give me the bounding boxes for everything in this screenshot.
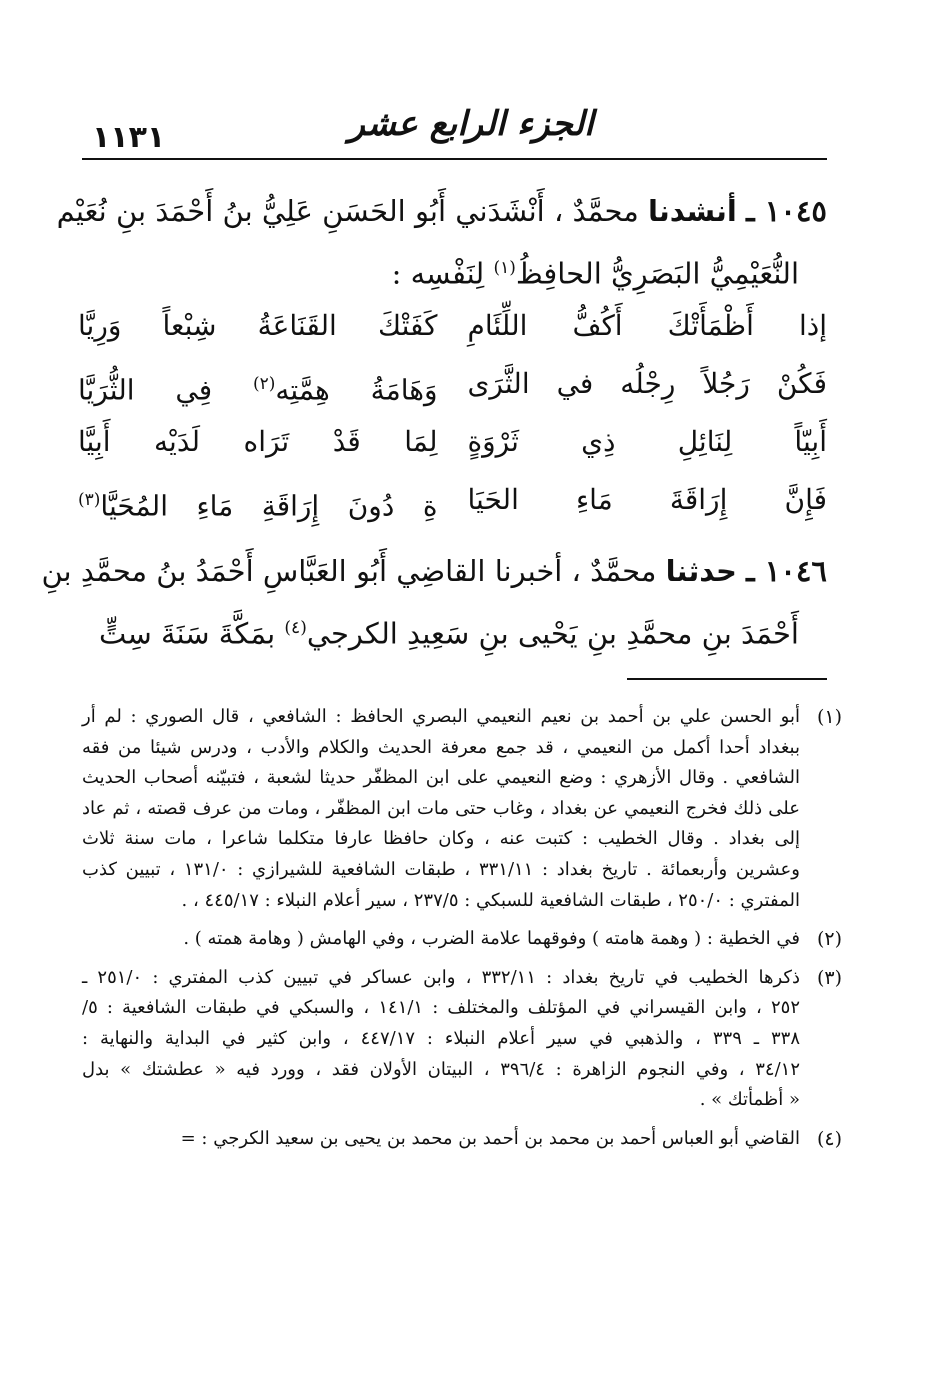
footnote-line: على ذلك فخرج النعيمي عن بغداد ، وغاب حتى مات ابن المظفّر ، ومات من عرف قصته ، ثم عاد xyxy=(82,797,800,819)
main-text xyxy=(41,183,827,657)
footnote-body xyxy=(82,1124,800,1155)
entry-1046-line-1 xyxy=(41,543,827,600)
footnote-body xyxy=(82,963,800,1116)
page-number: ١١٣١ xyxy=(92,120,166,155)
footnote-ref: (٣) xyxy=(78,490,101,510)
footnote-line: الشافعي . وقال الأزهري : وضع النعيمي على ابن المظفّر حديثا لشعبة ، فتبيّنه أصحاب الحديث xyxy=(82,767,800,789)
entry-text: بمَكَّةَ سَنَةَ سِتٍّ xyxy=(98,616,276,651)
verse-first-hemistich: إذا أَظْمَأَتْكَ أَكُفُّ اللِّئَامِ xyxy=(467,309,827,342)
footnote-line: ذكرها الخطيب في تاريخ بغداد : ٣٣٢/١١ ، وابن عساكر في تبيين كذب المفتري : ٢٥١/٠ ـ xyxy=(82,966,800,988)
entry-text: أَحْمَدَ بنِ محمَّدِ بنِ يَحْيى بنِ سَعِيدِ الكرجي xyxy=(306,616,799,651)
footnote-marker: (٣) xyxy=(816,966,842,989)
verse-second-hemistich: لِمَا قَدْ تَرَاه لَدَيْه أَبِيَّا xyxy=(78,425,438,458)
footnote-line: في الخطية : ( وهمة هامته ) وفوقهما علامة الضرب ، وفي الهامش ( وهامة همته ) . xyxy=(183,928,800,950)
footnote-line: القاضي أبو العباس أحمد بن محمد بن أحمد بن محمد بن يحيى بن سعيد الكرجي : = xyxy=(180,1127,800,1149)
entry-text: محمَّدٌ ، أخبرنا القاضِي أَبُو العَبَّاسِ أَحْمَدُ بنُ محمَّدِ بنِ xyxy=(41,554,657,588)
entry-keyword: حدثنا xyxy=(665,554,737,588)
running-title: الجزء الرابع عشر xyxy=(348,104,594,144)
entry-text: محمَّدٌ ، أَنْشَدَني أَبُو الحَسَنِ عَلِيُّ بنُ أَحْمَدَ بنِ نُعَيْم xyxy=(56,194,639,228)
entry-keyword: أنشدنا xyxy=(648,194,737,228)
verse-4 xyxy=(78,471,827,529)
entry-text: لِنَفْسِه : xyxy=(391,256,485,291)
verse-text: ةِ دُونَ إِرَاقَةِ مَاءِ المُحَيَّا xyxy=(100,489,438,523)
verse-2 xyxy=(78,355,827,413)
page-header xyxy=(82,96,860,156)
verse-1 xyxy=(78,297,827,355)
footnote-marker: (١) xyxy=(816,706,842,728)
footnote-ref: (٤) xyxy=(284,618,307,638)
footnote-1 xyxy=(82,702,842,916)
entry-text: النُّعَيْمِيُّ البَصَرِيُّ الحافِظُ xyxy=(515,256,799,291)
verse-text: فِي الثُّرَيَّا xyxy=(78,373,213,407)
verse-first-hemistich: فَكُنْ رَجُلاً رِجْلُه في الثَّرَى xyxy=(467,367,827,400)
header-rule xyxy=(82,158,827,160)
entry-1046-line-2 xyxy=(78,600,827,657)
entry-1045-line-1 xyxy=(56,183,827,240)
footnote-line: أبو الحسن علي بن أحمد بن نعيم النعيمي البصري الحافظ : الشافعي ، قال الصوري : لم أر xyxy=(82,706,800,727)
footnote-body xyxy=(82,702,800,916)
footnote-line: ببغداد أحدا أكمل من النعيمي ، قد جمع معرفة الحديث والكلام والأدب ، ودرس شيئا من فقه xyxy=(82,736,800,758)
footnote-marker: (٢) xyxy=(816,928,842,951)
footnote-line: المفتري : ٢٥٠/٠ ، طبقات الشافعية للسبكي : ٢٣٧/٥ ، سير أعلام النبلاء : ٤٤٥/١٧ ، . xyxy=(181,889,800,911)
verse-3 xyxy=(78,413,827,471)
footnote-ref: (٢) xyxy=(252,374,276,394)
footnote-body xyxy=(82,924,800,955)
entry-number: ١٠٤٥ ـ xyxy=(746,194,827,228)
entry-number: ١٠٤٦ ـ xyxy=(746,554,827,588)
verse-text: وَهَامَةُ هِمَّتِه xyxy=(275,373,438,407)
verse-first-hemistich: فَإِنَّ إِرَاقَةَ مَاءِ الحَيَا xyxy=(467,483,827,516)
footnotes xyxy=(82,702,842,1162)
footnote-line: ٢٥٢ ، وابن القيسراني في المؤتلف والمختلف : ١٤١/١ ، والسبكي في طبقات الشافعية : ٥/ xyxy=(82,997,800,1019)
entry-1045-line-2 xyxy=(78,240,827,297)
footnote-marker: (٤) xyxy=(816,1127,842,1150)
verse-second-hemistich xyxy=(78,471,438,529)
footnote-2 xyxy=(82,924,842,955)
footnote-4 xyxy=(82,1124,842,1155)
footnote-line: « أظمأتك » . xyxy=(699,1089,800,1111)
verse-second-hemistich xyxy=(78,355,438,413)
footnote-3 xyxy=(82,963,842,1116)
footnote-separator xyxy=(627,678,827,680)
footnote-line: إلى بغداد . وقال الخطيب : كتبت عنه ، وكان حافظا عارفا متكلما شاعرا ، مات سنة ثلاث xyxy=(82,828,800,850)
verse-second-hemistich: كَفَتْكَ القَنَاعَةُ شِبْعاً وَرِيَّا xyxy=(78,309,438,342)
footnote-ref: (١) xyxy=(493,258,516,278)
footnote-line: وعشرين وأربعمائة . تاريخ بغداد : ٣٣١/١١ ، طبقات الشافعية للشيرازي : ١٣١/٠ ، تبيين كذب xyxy=(82,858,800,880)
footnote-line: ٣٣٨ ـ ٣٣٩ ، والذهبي في سير أعلام النبلاء : ٤٤٧/١٧ ، وابن كثير في البداية والنهاية : xyxy=(82,1027,800,1049)
verse-first-hemistich: أَبِيّاً لِنَائِلِ ذِي ثَرْوَةٍ xyxy=(467,425,827,458)
footnote-line: ٣٤/١٢ ، وفي النجوم الزاهرة : ٣٩٦/٤ ، البيتان الأولان فقد ، وورد فيه « عطشتك » بدل xyxy=(82,1058,800,1080)
